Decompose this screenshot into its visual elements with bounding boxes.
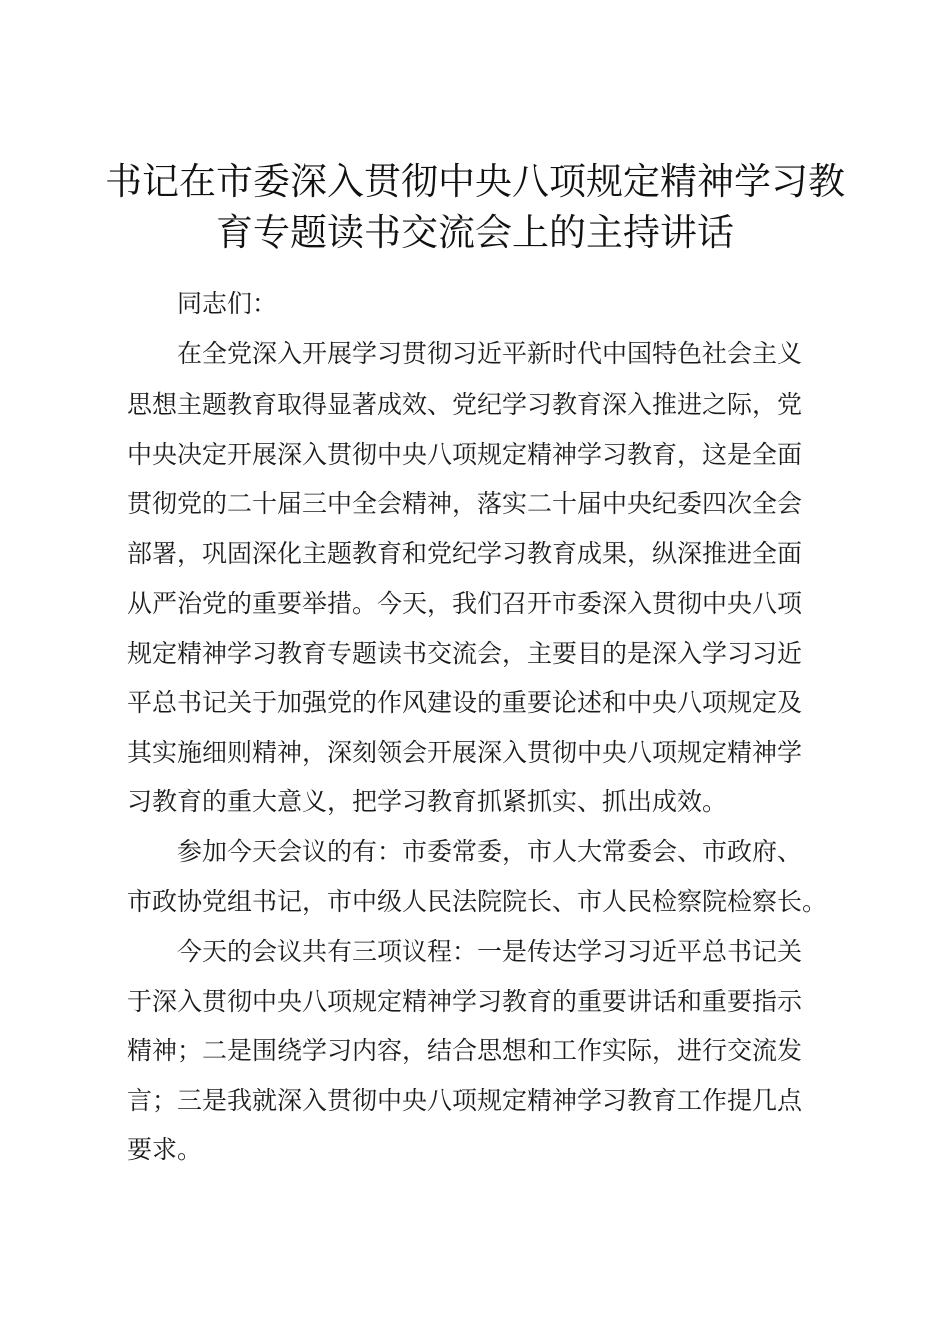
paragraph-line: 言；三是我就深入贯彻中央八项规定精神学习教育工作提几点 [127, 1086, 803, 1115]
paragraph-line: 今天的会议共有三项议程：一是传达学习习近平总书记关 [177, 937, 803, 966]
paragraph-line: 从严治党的重要举措。今天，我们召开市委深入贯彻中央八项 [127, 589, 803, 618]
paragraph-line: 思想主题教育取得显著成效、党纪学习教育深入推进之际，党 [127, 390, 803, 419]
paragraph-line: 在全党深入开展学习贯彻习近平新时代中国特色社会主义 [177, 339, 803, 368]
paragraph-line: 参加今天会议的有：市委常委，市人大常委会、市政府、 [177, 837, 803, 866]
paragraph-line: 平总书记关于加强党的作风建设的重要论述和中央八项规定及 [127, 688, 803, 717]
paragraph-line: 中央决定开展深入贯彻中央八项规定精神学习教育，这是全面 [127, 440, 803, 469]
paragraph-line: 贯彻党的二十届三中全会精神，落实二十届中央纪委四次全会 [127, 489, 803, 518]
salutation: 同志们： [177, 289, 278, 318]
paragraph-line: 规定精神学习教育专题读书交流会，主要目的是深入学习习近 [127, 639, 803, 668]
document-title-line-2: 育专题读书交流会上的主持讲话 [216, 211, 734, 254]
paragraph-line: 其实施细则精神，深刻领会开展深入贯彻中央八项规定精神学 [127, 738, 803, 767]
paragraph-line: 部署，巩固深化主题教育和党纪学习教育成果，纵深推进全面 [127, 539, 803, 568]
paragraph-line: 于深入贯彻中央八项规定精神学习教育的重要讲话和重要指示 [127, 987, 803, 1016]
document-title-line-1: 书记在市委深入贯彻中央八项规定精神学习教 [105, 160, 845, 203]
paragraph-line: 市政协党组书记，市中级人民法院院长、市人民检察院检察长。 [127, 887, 828, 916]
paragraph-line: 习教育的重大意义，把学习教育抓紧抓实、抓出成效。 [127, 787, 728, 816]
paragraph-line: 要求。 [127, 1135, 203, 1164]
paragraph-line: 精神；二是围绕学习内容，结合思想和工作实际，进行交流发 [127, 1036, 803, 1065]
